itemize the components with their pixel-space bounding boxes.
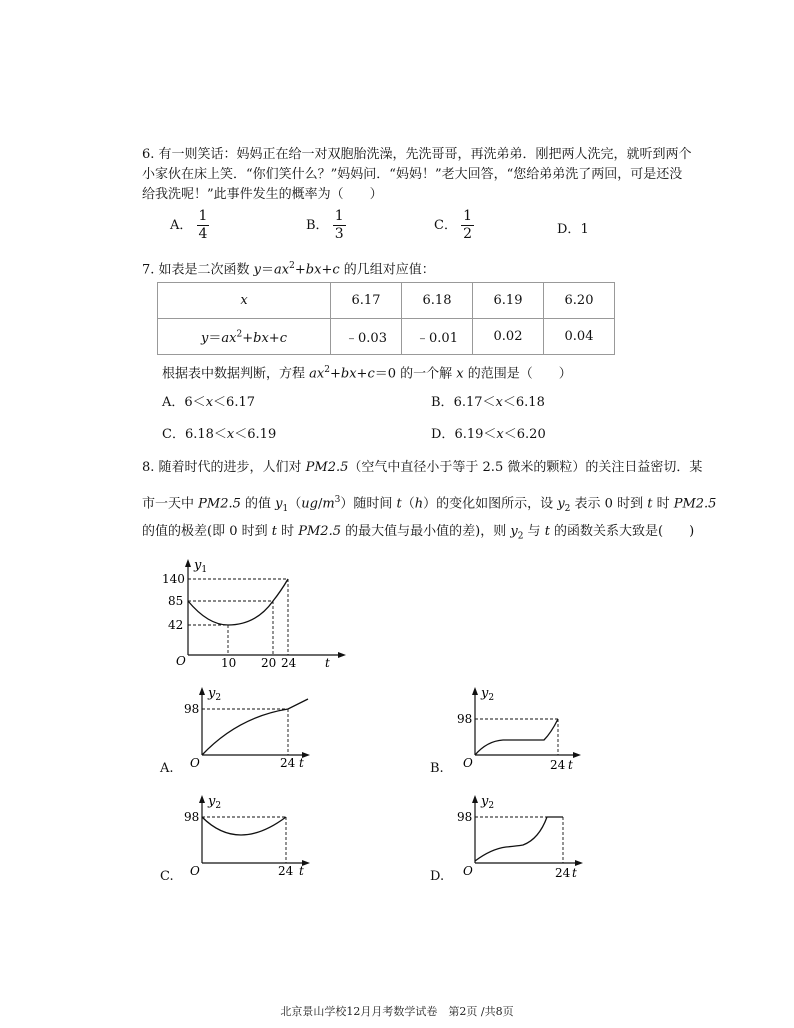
option-hi: 6.19	[247, 427, 277, 442]
x-axis-label: t	[299, 756, 304, 770]
pm25-term: PM2.5	[198, 496, 241, 512]
q8-text: （	[288, 496, 302, 512]
q8-option-b-letter: B.	[430, 761, 444, 776]
y-axis-arrow	[472, 795, 478, 803]
table-cell: 0.02	[473, 319, 544, 355]
denominator: 2	[463, 226, 473, 242]
x-axis-label: t	[299, 864, 304, 878]
y-axis-arrow	[199, 687, 205, 695]
option-letter: A．	[170, 218, 193, 233]
table-header-cell: 6.20	[544, 283, 615, 319]
option-a-graph	[178, 683, 318, 773]
x-tick-label: 24	[278, 864, 294, 878]
y2-axis-label: $y_2$	[208, 794, 222, 811]
option-letter: C．	[434, 218, 457, 233]
x-tick-label: 20	[261, 656, 277, 670]
q7-option-d: D．6.19＜x＜6.20	[431, 427, 546, 442]
pm25-graph	[160, 555, 350, 670]
y2-axis-label: $y_2$	[481, 794, 495, 811]
page-footer: 北京景山学校12月月考数学试卷 第2页 /共8页	[280, 1005, 514, 1018]
table-cell: ﹣0.01	[402, 319, 473, 355]
pm25-term: PM2.5	[298, 524, 341, 539]
x-axis-label: t	[572, 866, 577, 880]
q8-line-1	[142, 458, 702, 478]
y-tick-label: 98	[457, 712, 473, 726]
table-row	[158, 283, 615, 319]
origin-label: O	[190, 864, 200, 878]
option-letter: B．	[431, 395, 454, 410]
y2-curve	[202, 817, 286, 835]
table-row-label: $y=ax^2+bx+c$	[158, 319, 331, 355]
y-axis-arrow	[199, 795, 205, 803]
option-letter: B．	[306, 218, 329, 233]
option-lo: 6.19	[454, 427, 484, 442]
option-letter: D．	[431, 427, 455, 442]
q8-line-2: 市一天中 PM2.5 的值 $y_1(ug/m^3)$随时间 t（h）的变化如图所示，设 $y_2$ 表示 0 时到 t 时 PM2.5	[142, 495, 717, 514]
q8-text: 时	[276, 524, 299, 539]
table-cell: ﹣0.03	[331, 319, 402, 355]
option-hi: 6.18	[515, 395, 545, 410]
q7-question-text: ＝0 的一个解	[374, 366, 457, 382]
q7-option-b: B．6.17＜x＜6.18	[431, 395, 545, 410]
denominator: 3	[334, 226, 344, 242]
x-tick-label: 24	[550, 758, 566, 772]
q6-line-1: 6. 有一则笑话：妈妈正在给一对双胞胎洗澡，先洗哥哥，再洗弟弟．刚把两人洗完，就听到两个	[142, 147, 692, 162]
q8-option-a-letter: A.	[160, 761, 174, 776]
table-header-cell: 6.18	[402, 283, 473, 319]
option-hi: 6.17	[226, 395, 255, 410]
option-c-graph	[178, 791, 318, 881]
y-tick-label: 140	[162, 572, 185, 586]
q8-text: 的最大值与最小值的差)，则	[340, 524, 511, 539]
x-axis-arrow	[338, 652, 346, 658]
denominator: 4	[198, 226, 208, 242]
q6-option-c	[434, 208, 474, 243]
cell-text: x	[240, 293, 248, 308]
y2-curve	[475, 817, 563, 861]
table-cell: 0.04	[544, 319, 615, 355]
q8-line-3: 的值的极差(即 0 时到 t 时 PM2.5 的最大值与最小值的差)，则 $y_2$ 与 t 的函数关系大致是( )	[142, 524, 695, 542]
option-lo: 6.18	[184, 427, 214, 442]
y-tick-label: 42	[168, 618, 184, 632]
x-tick-label: 24	[555, 866, 571, 880]
option-letter: D．	[557, 222, 581, 237]
y-tick-label: 85	[168, 594, 184, 608]
q8-text: 时	[652, 496, 674, 512]
q6-line-2: 小家伙在床上笑．“你们笑什么？”妈妈问．“妈妈！”老大回答，“您给弟弟洗了两回，可是还没	[142, 167, 683, 182]
q8-text: 与	[523, 524, 545, 539]
origin-label: O	[463, 864, 473, 878]
q7-question-text: 的范围是（ ）	[463, 366, 572, 382]
q7-stem: 7. 如表是二次函数 $y=ax^2+bx+c$ 的几组对应值：	[142, 261, 435, 278]
origin-label: O	[463, 756, 473, 770]
q8-option-d-letter: D.	[430, 869, 445, 884]
option-value: 1	[580, 222, 589, 237]
option-letter: C．	[162, 427, 185, 442]
q7-question: 根据表中数据判断，方程 $ax^2+bx+c=0$ 的一个解 x 的范围是（ ）	[162, 365, 572, 382]
q8-text: ）的变化如图所示，设	[423, 496, 558, 512]
table-header-cell	[158, 283, 331, 319]
y-tick-label: 98	[184, 810, 200, 824]
numerator: 1	[334, 208, 344, 224]
q8-text: （空气中直径小于等于 2.5 微米的颗粒）的关注日益密切．某	[348, 460, 703, 475]
option-lo: 6	[184, 395, 193, 410]
q8-text: 市一天中	[142, 496, 199, 512]
option-hi: 6.20	[516, 427, 546, 442]
q8-text: 表示 0 时到	[570, 496, 648, 512]
y-tick-label: 98	[457, 810, 473, 824]
x-tick-label: 24	[280, 756, 296, 770]
q6-option-d	[557, 218, 589, 237]
q7-stem-text: 7. 如表是二次函数	[142, 262, 254, 278]
q6-option-b	[306, 208, 346, 243]
numerator: 1	[463, 208, 473, 224]
option-d-graph	[451, 791, 591, 881]
option-b-graph	[451, 683, 591, 773]
q8-option-c-letter: C.	[160, 869, 174, 884]
q7-stem-text: 的几组对应值：	[339, 262, 435, 278]
table-header-cell: 6.17	[331, 283, 402, 319]
option-lo: 6.17	[453, 395, 483, 410]
q8-text: 的值的极差(即 0 时到	[142, 524, 272, 539]
y2-axis-label: $y_2$	[208, 686, 222, 703]
origin-label: O	[176, 654, 186, 668]
q7-option-c: C．6.18＜x＜6.19	[162, 427, 277, 442]
option-letter: A．	[162, 395, 185, 410]
origin-label: O	[190, 756, 200, 770]
value-table	[157, 282, 615, 355]
y-axis-arrow	[185, 559, 191, 567]
pm25-term: PM2.5	[673, 496, 717, 512]
table-row	[158, 319, 615, 355]
q8-text: （	[401, 496, 415, 512]
x-axis-label: t	[325, 656, 330, 670]
q8-text: 的函数关系大致是( )	[549, 524, 695, 539]
y2-curve	[202, 699, 308, 755]
q6-option-a	[170, 208, 209, 243]
q6-line-3: 给我洗呢！”此事件发生的概率为（ ）	[142, 187, 383, 202]
x-tick-label: 10	[221, 656, 237, 670]
pm25-term: PM2.5	[305, 460, 349, 475]
table-header-cell: 6.19	[473, 283, 544, 319]
q8-text: ）随时间	[340, 496, 397, 512]
q8-text: 8. 随着时代的进步，人们对	[142, 460, 306, 475]
numerator: 1	[198, 208, 208, 224]
q7-question-text: 根据表中数据判断，方程	[162, 366, 310, 382]
y2-axis-label: $y_2$	[481, 686, 495, 703]
x-axis-label: t	[568, 758, 573, 772]
y-axis-arrow	[472, 687, 478, 695]
y2-curve	[475, 719, 558, 755]
fraction	[461, 208, 474, 243]
y1-axis-label: $y_1$	[194, 558, 208, 575]
x-tick-label: 24	[281, 656, 297, 670]
y-tick-label: 98	[184, 702, 200, 716]
q7-option-a: A．6＜x＜6.17	[162, 395, 255, 410]
fraction	[333, 208, 346, 243]
q8-text: 的值	[240, 496, 276, 512]
x-axis-arrow	[573, 752, 581, 758]
fraction	[197, 208, 210, 243]
